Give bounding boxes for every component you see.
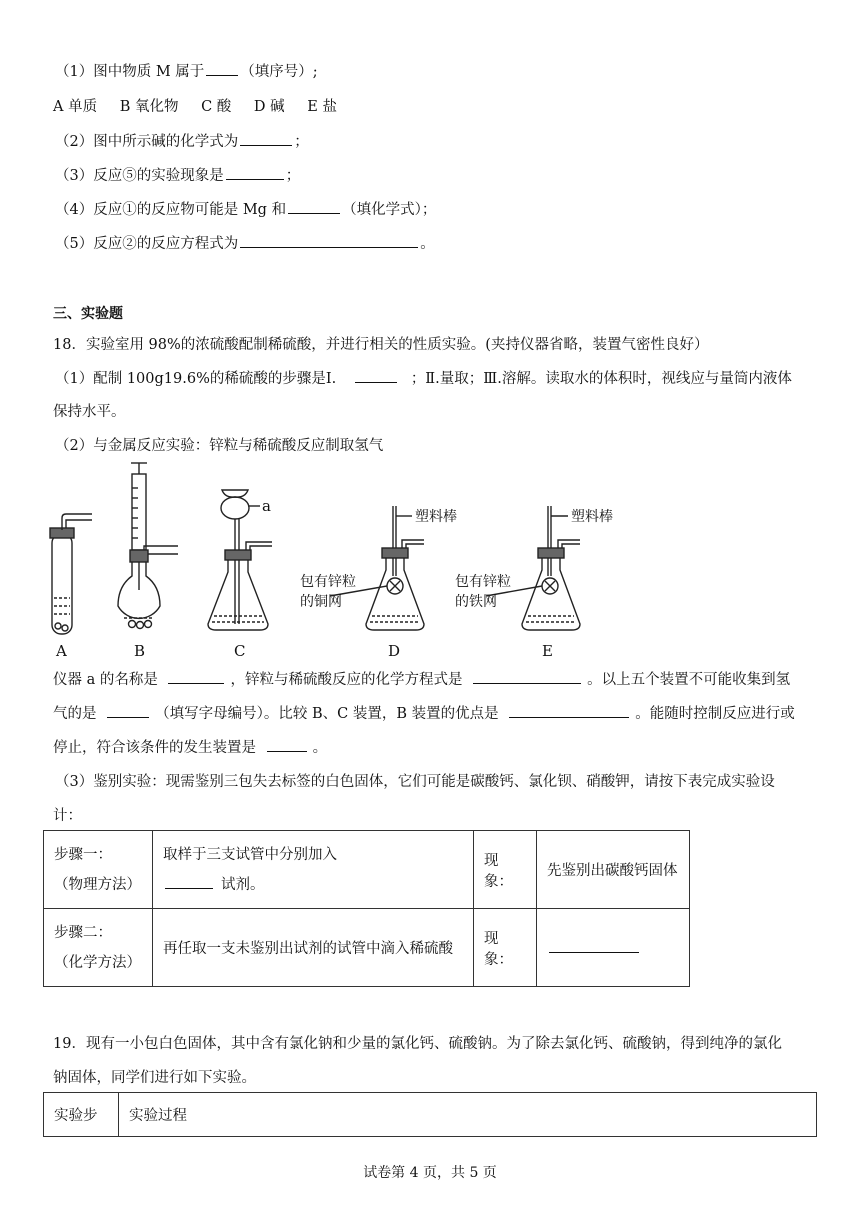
label-e: E xyxy=(542,642,553,660)
label-instrument-a: a xyxy=(262,497,271,515)
q18-part2-line2: 气的是 （填写字母编号）。比较 B、C 装置，B 装置的优点是 。能随时控制反应进行或 xyxy=(53,702,795,723)
step1-process-tail: 试剂。 xyxy=(221,876,265,893)
note-d-line1: 包有锌粒 xyxy=(300,574,356,590)
step2-method: （化学方法） xyxy=(54,954,141,971)
table-row xyxy=(44,831,690,909)
answer-blank[interactable] xyxy=(267,737,307,752)
section-title: 三、实验题 xyxy=(53,306,123,322)
q19-header-step: 实验步 xyxy=(44,1093,119,1137)
step2-label: 步骤二： xyxy=(54,924,112,941)
apparatus-e xyxy=(486,506,580,630)
answer-blank[interactable] xyxy=(107,703,149,718)
q18-intro: 18．实验室用 98%的浓硫酸配制稀硫酸，并进行相关的性质实验。(夹持仪器省略，装置气密性良好） xyxy=(53,337,709,353)
answer-blank[interactable] xyxy=(240,233,418,248)
apparatus-d xyxy=(330,506,424,630)
q18-part1-cont: 保持水平。 xyxy=(53,404,126,420)
answer-blank[interactable] xyxy=(168,669,224,684)
option-a: A 单质 xyxy=(53,99,98,115)
identification-table xyxy=(43,830,690,987)
step2-observation-label: 现象： xyxy=(474,909,537,987)
option-c: C 酸 xyxy=(201,99,232,115)
step1-result: 先鉴别出碳酸钙固体 xyxy=(537,831,690,909)
rod-label-e: 塑料棒 xyxy=(571,509,613,525)
label-b: B xyxy=(134,642,146,660)
q19-header-process: 实验过程 xyxy=(119,1093,817,1137)
q17-options xyxy=(53,95,355,116)
q18-part2-line1: 仪器 a 的名称是 ，锌粒与稀硫酸反应的化学方程式是 。以上五个装置不可能收集到氢 xyxy=(53,668,790,689)
label-a: A xyxy=(56,642,67,660)
answer-blank[interactable] xyxy=(355,368,397,383)
step1-process: 取样于三支试管中分别加入 xyxy=(163,846,337,863)
option-e: E 盐 xyxy=(307,99,337,115)
q18-part3-cont: 计： xyxy=(53,808,82,824)
label-c: C xyxy=(234,642,246,660)
table-row xyxy=(44,1093,817,1137)
table-row xyxy=(44,909,690,987)
answer-blank[interactable] xyxy=(509,703,629,718)
page-footer: 试卷第 4 页，共 5 页 xyxy=(363,1165,497,1181)
q17-part2: （2）图中所示碱的化学式为 ； xyxy=(55,130,309,151)
note-e-line2: 的铁网 xyxy=(455,594,497,610)
q17-part4: （4）反应①的反应物可能是 Mg 和 （填化学式）； xyxy=(55,198,436,219)
label-d: D xyxy=(388,642,401,660)
apparatus-b xyxy=(118,463,178,629)
answer-blank[interactable] xyxy=(165,874,213,889)
step1-method: （物理方法） xyxy=(54,876,141,893)
answer-blank[interactable] xyxy=(226,165,284,180)
answer-blank[interactable] xyxy=(240,131,292,146)
q17-part3: （3）反应⑤的实验现象是 ； xyxy=(55,164,300,185)
note-d-line2: 的铜网 xyxy=(300,594,342,610)
answer-blank[interactable] xyxy=(473,669,581,684)
step1-label: 步骤一： xyxy=(54,846,112,863)
q18-part2: （2）与金属反应实验：锌粒与稀硫酸反应制取氢气 xyxy=(55,438,384,454)
q18-part3: （3）鉴别实验：现需鉴别三包失去标签的白色固体，它们可能是碳酸钙、氯化钡、硝酸钾，请按下表完成实验设 xyxy=(55,774,775,790)
option-b: B 氧化物 xyxy=(119,99,179,115)
q17-part1: （1）图中物质 M 属于 （填序号）; xyxy=(55,60,318,81)
q18-part2-line3: 停止，符合该条件的发生装置是 。 xyxy=(53,736,327,757)
q17-part5: （5）反应②的反应方程式为 。 xyxy=(55,232,435,253)
note-e-line1: 包有锌粒 xyxy=(455,574,511,590)
q18-part1: （1）配制 100g19.6%的稀硫酸的步骤是Ⅰ. ；Ⅱ.量取；Ⅲ.溶解。读取水的体积时，视线应与量筒内液体 xyxy=(55,367,792,388)
answer-blank[interactable] xyxy=(288,199,340,214)
apparatus-a xyxy=(50,514,92,634)
step2-process: 再任取一支未鉴别出试剂的试管中滴入稀硫酸 xyxy=(153,909,474,987)
q19-intro: 19．现有一小包白色固体，其中含有氯化钠和少量的氯化钙、硫酸钠。为了除去氯化钙、硫酸钠，得到纯净的氯化 xyxy=(53,1036,782,1052)
step1-observation-label: 现象： xyxy=(474,831,537,909)
answer-blank[interactable] xyxy=(206,61,238,76)
q19-table xyxy=(43,1092,817,1137)
apparatus-figure xyxy=(40,458,820,663)
q19-intro-cont: 钠固体，同学们进行如下实验。 xyxy=(53,1070,256,1086)
option-d: D 碱 xyxy=(253,99,285,115)
rod-label-d: 塑料棒 xyxy=(415,509,457,525)
answer-blank[interactable] xyxy=(549,938,639,953)
